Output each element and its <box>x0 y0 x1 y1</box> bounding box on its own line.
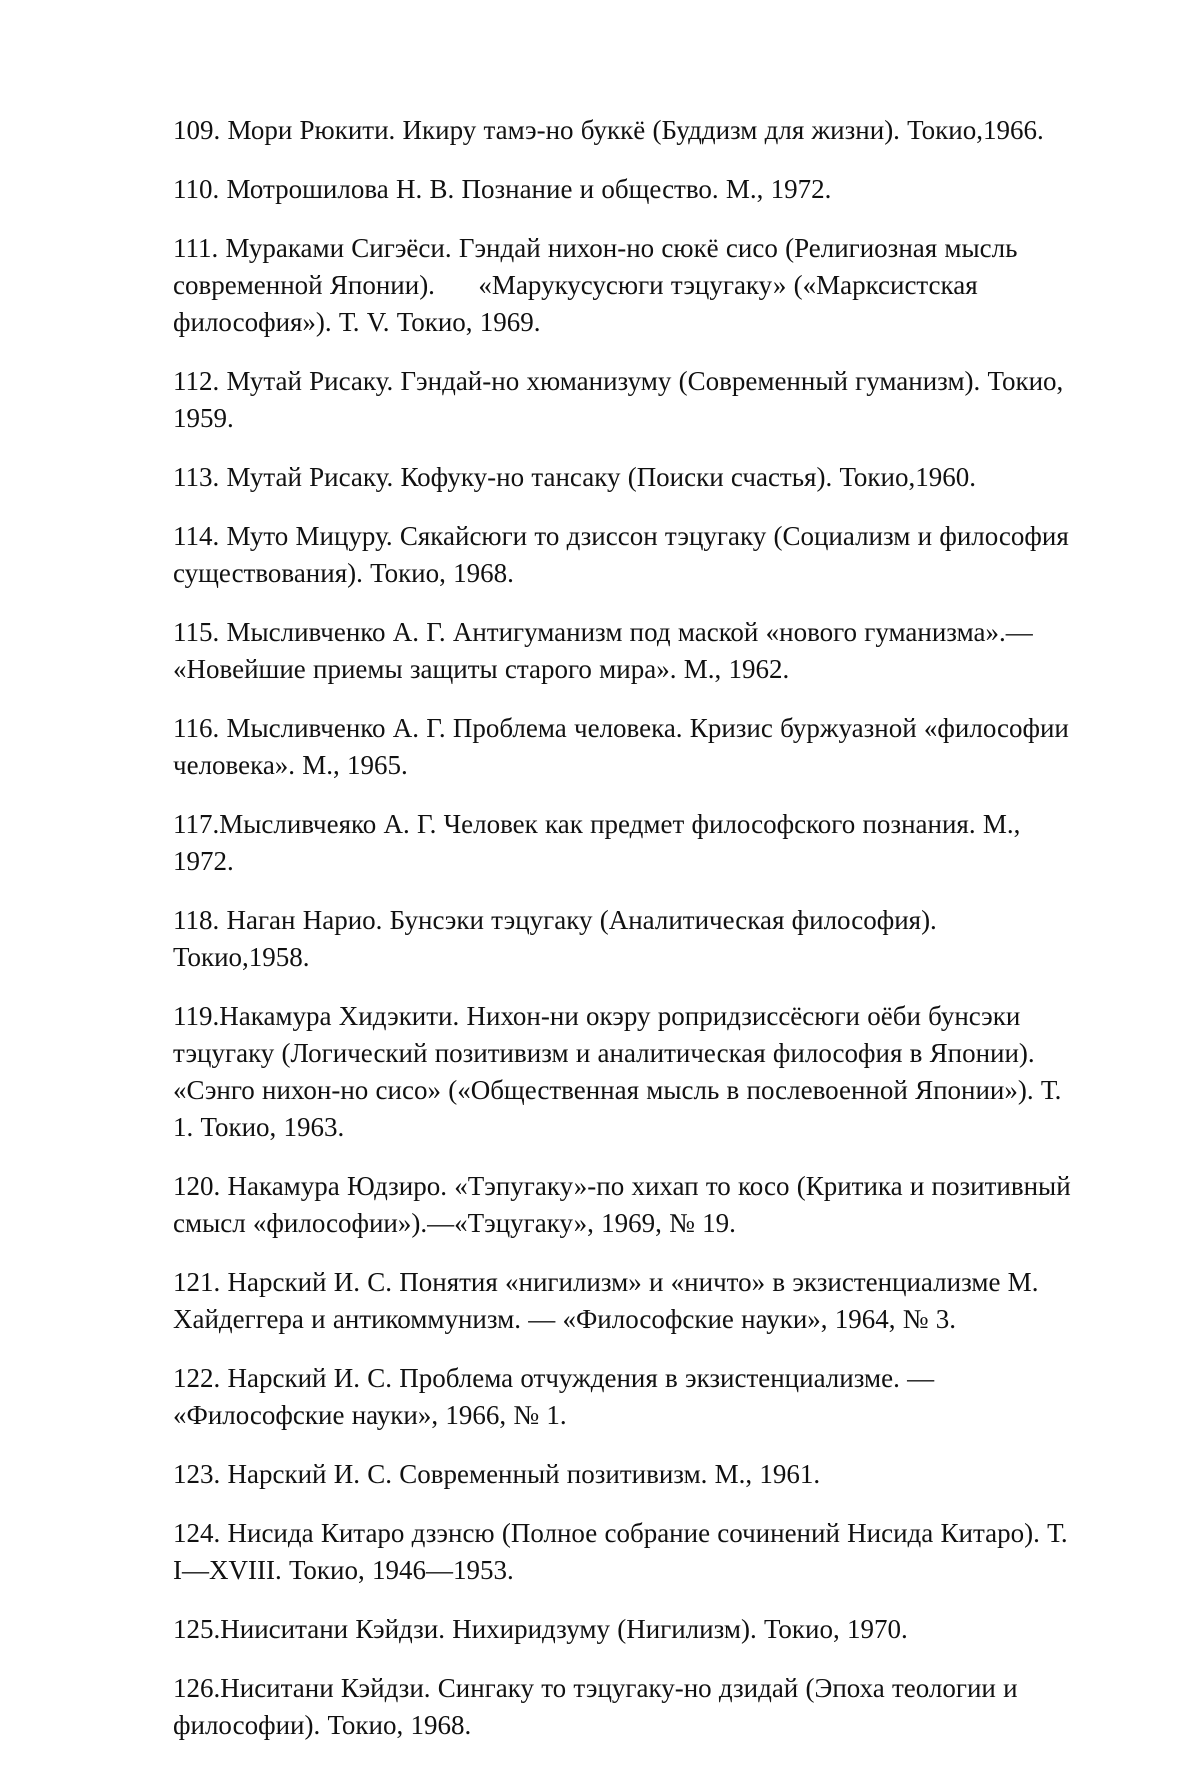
entry-line: 111. Мураками Сигэёси. Гэндай нихон-но сюкё сисо (Религиозная мысль <box>173 233 1018 263</box>
entry-line: 1. Токио, 1963. <box>173 1112 345 1142</box>
bibliography-entry <box>173 1456 1123 1493</box>
entry-line: философия»). Т. V. Токио, 1969. <box>173 307 541 337</box>
entry-line: 119.Накамура Хидэкити. Нихон-ни окэру ропридзиссёсюги оёби бунсэки <box>173 1001 1021 1031</box>
entry-line: 1972. <box>173 846 234 876</box>
entry-line: 120. Накамура Юдзиро. «Тэпугаку»-по хихап то косо (Критика и позитивный <box>173 1171 1071 1201</box>
bibliography-entry <box>173 171 1123 208</box>
bibliography-entry <box>173 1611 1123 1648</box>
entry-line: 115. Мысливченко А. Г. Антигуманизм под маской «нового гуманизма».— <box>173 617 1033 647</box>
entry-line: 109. Мори Рюкити. Икиру тамэ-но буккё (Буддизм для жизни). Токио,1966. <box>173 115 1044 145</box>
entry-line: смысл «философии»).—«Тэцугаку», 1969, № 19. <box>173 1208 736 1238</box>
entry-line: 118. Наган Нарио. Бунсэки тэцугаку (Аналитическая философия). <box>173 905 937 935</box>
bibliography-entry <box>173 1168 1123 1242</box>
bibliography-entry <box>173 112 1123 149</box>
bibliography-entry <box>173 1360 1123 1434</box>
entry-line: современной Японии). «Марукусусюги тэцугаку» («Марксистская <box>173 270 978 300</box>
bibliography-entry <box>173 459 1123 496</box>
bibliography-entry <box>173 998 1123 1146</box>
entry-line: Хайдеггера и антикоммунизм. — «Философские науки», 1964, № 3. <box>173 1304 957 1334</box>
entry-line: Токио,1958. <box>173 942 310 972</box>
bibliography-entry <box>173 230 1123 341</box>
entry-line: I—XVIII. Токио, 1946—1953. <box>173 1555 514 1585</box>
entry-line: 117.Мысливчеяко А. Г. Человек как предмет философского познания. М., <box>173 809 1021 839</box>
entry-line: 123. Нарский И. С. Современный позитивизм. М., 1961. <box>173 1459 821 1489</box>
bibliography-list <box>173 112 1123 1766</box>
bibliography-entry <box>173 902 1123 976</box>
entry-line: 113. Мутай Рисаку. Кофуку-но тансаку (Поиски счастья). Токио,1960. <box>173 462 976 492</box>
bibliography-entry <box>173 1670 1123 1744</box>
entry-line: «Сэнго нихон-но сисо» («Общественная мысль в послевоенной Японии»). Т. <box>173 1075 1062 1105</box>
bibliography-entry <box>173 806 1123 880</box>
entry-line: 126.Ниситани Кэйдзи. Сингаку то тэцугаку-но дзидай (Эпоха теологии и <box>173 1673 1018 1703</box>
entry-line: «Философские науки», 1966, № 1. <box>173 1400 567 1430</box>
bibliography-entry <box>173 710 1123 784</box>
entry-line: 114. Муто Мицуру. Сякайсюги то дзиссон тэцугаку (Социализм и философия <box>173 521 1069 551</box>
entry-line: тэцугаку (Логический позитивизм и аналитическая философия в Японии). <box>173 1038 1035 1068</box>
entry-line: «Новейшие приемы защиты старого мира». М., 1962. <box>173 654 790 684</box>
entry-line: 1959. <box>173 403 234 433</box>
entry-line: 112. Мутай Рисаку. Гэндай-но хюманизуму (Современный гуманизм). Токио, <box>173 366 1064 396</box>
bibliography-entry <box>173 1515 1123 1589</box>
bibliography-entry <box>173 518 1123 592</box>
entry-line: существования). Токио, 1968. <box>173 558 514 588</box>
entry-line: 110. Мотрошилова Н. В. Познание и общество. М., 1972. <box>173 174 832 204</box>
entry-line: 116. Мысливченко А. Г. Проблема человека. Кризис буржуазной «философии <box>173 713 1069 743</box>
entry-line: 124. Нисида Китаро дзэнсю (Полное собрание сочинений Нисида Китаро). Т. <box>173 1518 1068 1548</box>
entry-line: 121. Нарский И. С. Понятия «нигилизм» и «ничто» в экзистенциализме М. <box>173 1267 1039 1297</box>
entry-line: 125.Нииситани Кэйдзи. Нихиридзуму (Нигилизм). Токио, 1970. <box>173 1614 908 1644</box>
entry-line: философии). Токио, 1968. <box>173 1710 472 1740</box>
bibliography-entry <box>173 614 1123 688</box>
bibliography-entry <box>173 1264 1123 1338</box>
entry-line: 122. Нарский И. С. Проблема отчуждения в экзистенциализме. — <box>173 1363 935 1393</box>
entry-line: человека». М., 1965. <box>173 750 408 780</box>
bibliography-entry <box>173 363 1123 437</box>
